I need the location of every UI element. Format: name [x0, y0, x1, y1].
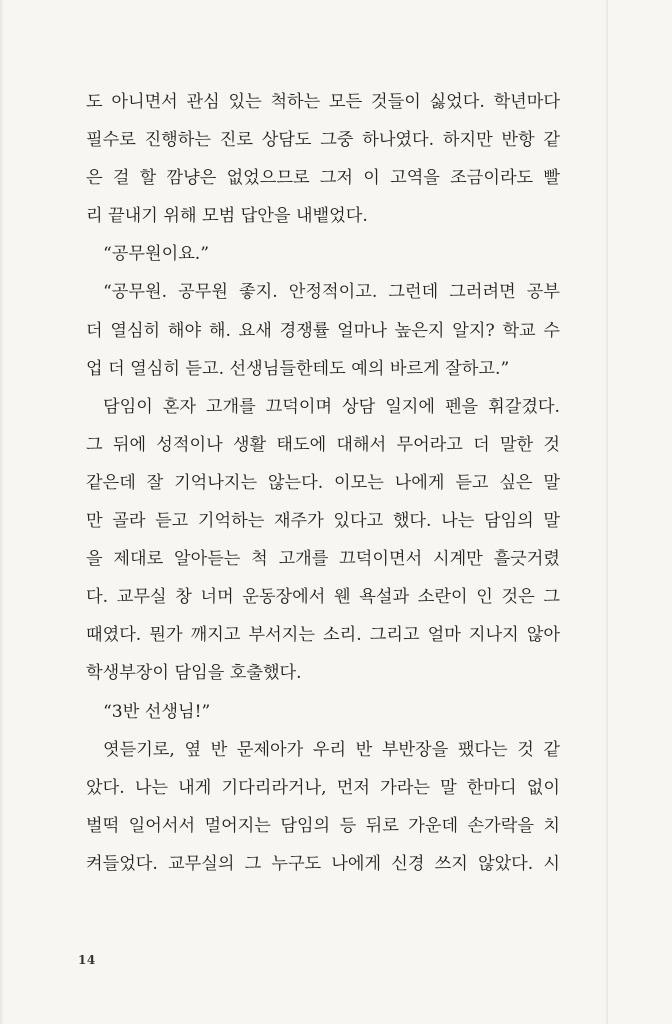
- dialogue-line: “공무원. 공무원 좋지. 안정적이고. 그런데 그러려면 공부: [103, 282, 560, 303]
- text-line: 같은데 잘 기억나지는 않는다. 이모는 나에게 듣고 싶은 말: [86, 472, 560, 493]
- text-line: 더 열심히 해야 해. 요새 경쟁률 얼마나 높은지 알지? 학교 수: [86, 320, 560, 341]
- page-fold-line: [606, 0, 608, 1024]
- dialogue-line: “공무원이요.”: [103, 244, 210, 265]
- page-number: 14: [78, 953, 96, 967]
- text-line: 켜들었다. 교무실의 그 누구도 나에게 신경 쓰지 않았다. 시: [86, 853, 560, 874]
- text-line: 을 제대로 알아듣는 척 고개를 끄덕이면서 시계만 흘긋거렸: [86, 549, 560, 570]
- text-line: 도 아니면서 관심 있는 척하는 모든 것들이 싫었다. 학년마다: [86, 92, 560, 112]
- page-gutter-shadow: [0, 0, 4, 1024]
- text-line: 업 더 열심히 듣고. 선생님들한테도 예의 바르게 잘하고.”: [86, 358, 510, 379]
- text-line: 학생부장이 담임을 호출했다.: [86, 663, 302, 684]
- text-line: 만 골라 듣고 기억하는 재주가 있다고 했다. 나는 담임의 말: [86, 511, 560, 532]
- paragraph-start-line: 엿듣기로, 옆 반 문제아가 우리 반 부반장을 팼다는 것 같: [103, 739, 560, 760]
- paragraph-start-line: 담임이 혼자 고개를 끄덕이며 상담 일지에 펜을 휘갈겼다.: [103, 396, 560, 417]
- text-line: 은 걸 할 깜냥은 없었으므로 그저 이 고역을 조금이라도 빨: [86, 168, 560, 189]
- text-line: 았다. 나는 내게 기다리라거나, 먼저 가라는 말 한마디 없이: [86, 777, 560, 798]
- dialogue-line: “3반 선생님!”: [103, 701, 211, 722]
- text-line: 벌떡 일어서서 멀어지는 담임의 등 뒤로 가운데 손가락을 치: [86, 815, 560, 836]
- text-line: 다. 교무실 창 너머 운동장에서 웬 욕설과 소란이 인 것은 그: [86, 587, 560, 608]
- body-text: [86, 83, 560, 883]
- text-line: 필수로 진행하는 진로 상담도 그중 하나였다. 하지만 반항 같: [86, 130, 560, 151]
- text-line: 그 뒤에 성적이나 생활 태도에 대해서 무어라고 더 말한 것: [86, 434, 560, 455]
- text-line: 때였다. 뭔가 깨지고 부서지는 소리. 그리고 얼마 지나지 않아: [86, 625, 560, 646]
- text-line: 리 끝내기 위해 모범 답안을 내뱉었다.: [86, 206, 368, 227]
